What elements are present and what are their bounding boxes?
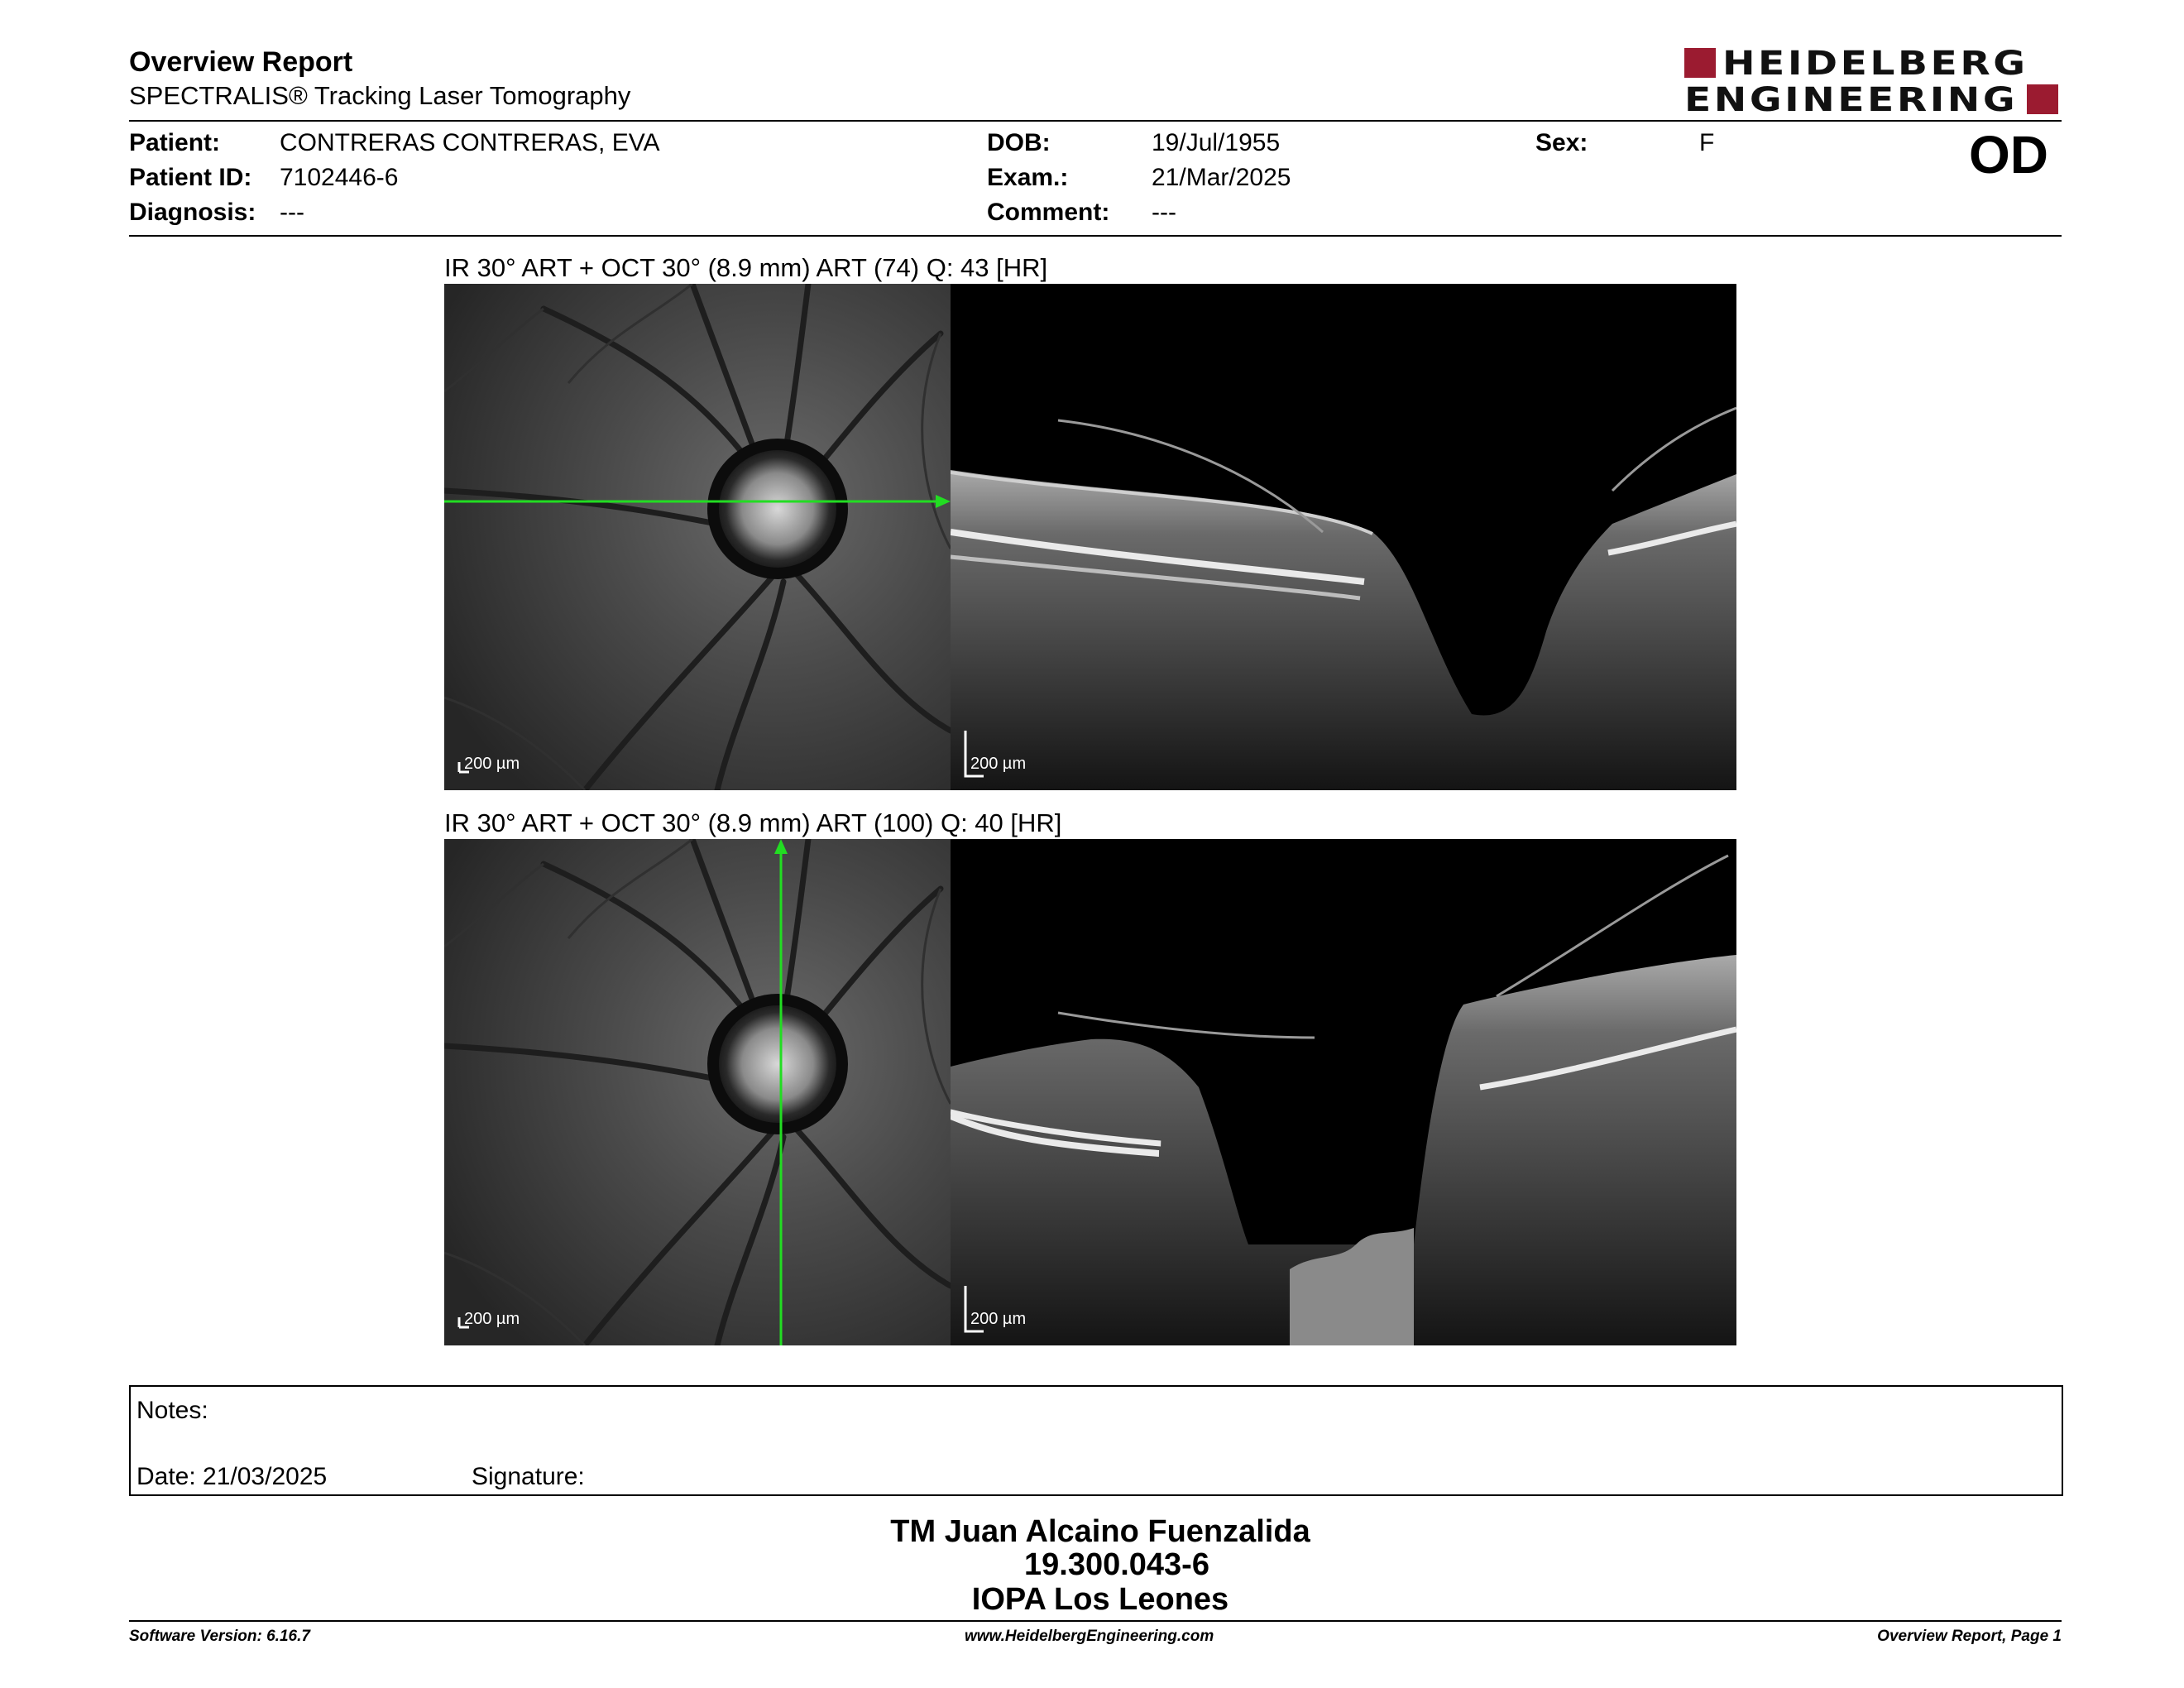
heidelberg-logo xyxy=(1684,46,2062,117)
footer-url[interactable]: www.HeidelbergEngineering.com xyxy=(965,1628,1214,1645)
notes-box xyxy=(129,1385,2063,1496)
software-version: Software Version: 6.16.7 xyxy=(129,1628,310,1645)
diagnosis-value: --- xyxy=(280,199,304,226)
comment-value: --- xyxy=(1152,199,1176,226)
report-title: Overview Report xyxy=(129,46,353,78)
patient-name: CONTRERAS CONTRERAS, EVA xyxy=(280,129,660,156)
page-number: Overview Report, Page 1 xyxy=(1877,1628,2062,1645)
logo-square-icon xyxy=(1684,48,1716,78)
dob-label: DOB: xyxy=(987,129,1051,156)
oct-scale-bar-1: 200 µm xyxy=(970,755,1027,773)
notes-label: Notes: xyxy=(136,1397,208,1424)
patient-id: 7102446-6 xyxy=(280,164,399,191)
oct-bscan-image-2 xyxy=(951,839,1736,1345)
exam-label: Exam.: xyxy=(987,164,1069,191)
logo-square-icon xyxy=(2027,84,2058,114)
signer-org: IOPA Los Leones xyxy=(971,1582,1229,1617)
oct-scale-bar-2: 200 µm xyxy=(970,1310,1027,1328)
oct-bscan-image-1 xyxy=(951,284,1736,790)
ir-fundus-image-1 xyxy=(444,284,951,790)
eye-laterality: OD xyxy=(1969,125,2048,185)
footer-divider xyxy=(129,1620,2062,1622)
exam-value: 21/Mar/2025 xyxy=(1152,164,1291,191)
scan-caption-1: IR 30° ART + OCT 30° (8.9 mm) ART (74) Q: 43 [HR] xyxy=(444,253,1048,282)
report-subtitle: SPECTRALIS® Tracking Laser Tomography xyxy=(129,81,631,110)
signer-name: TM Juan Alcaino Fuenzalida xyxy=(890,1514,1310,1549)
logo-line1: HEIDELBERG xyxy=(1722,45,2028,83)
patient-id-label: Patient ID: xyxy=(129,164,252,191)
signature-label: Signature: xyxy=(472,1463,585,1490)
sex-value: F xyxy=(1699,129,1715,156)
notes-date: Date: 21/03/2025 xyxy=(136,1463,328,1490)
dob-value: 19/Jul/1955 xyxy=(1152,129,1281,156)
signer-id: 19.300.043-6 xyxy=(1024,1547,1209,1582)
patient-label: Patient: xyxy=(129,129,221,156)
ir-scale-bar-2: 200 µm xyxy=(464,1310,520,1328)
scan-caption-2: IR 30° ART + OCT 30° (8.9 mm) ART (100) Q: 40 [HR] xyxy=(444,808,1062,837)
comment-label: Comment: xyxy=(987,199,1110,226)
patient-divider xyxy=(129,235,2062,237)
ir-scale-bar-1: 200 µm xyxy=(464,755,520,773)
sex-label: Sex: xyxy=(1535,129,1588,156)
logo-line2: ENGINEERING xyxy=(1684,81,2019,119)
ir-fundus-image-2 xyxy=(444,839,951,1345)
header-divider xyxy=(129,120,2062,122)
diagnosis-label: Diagnosis: xyxy=(129,199,256,226)
